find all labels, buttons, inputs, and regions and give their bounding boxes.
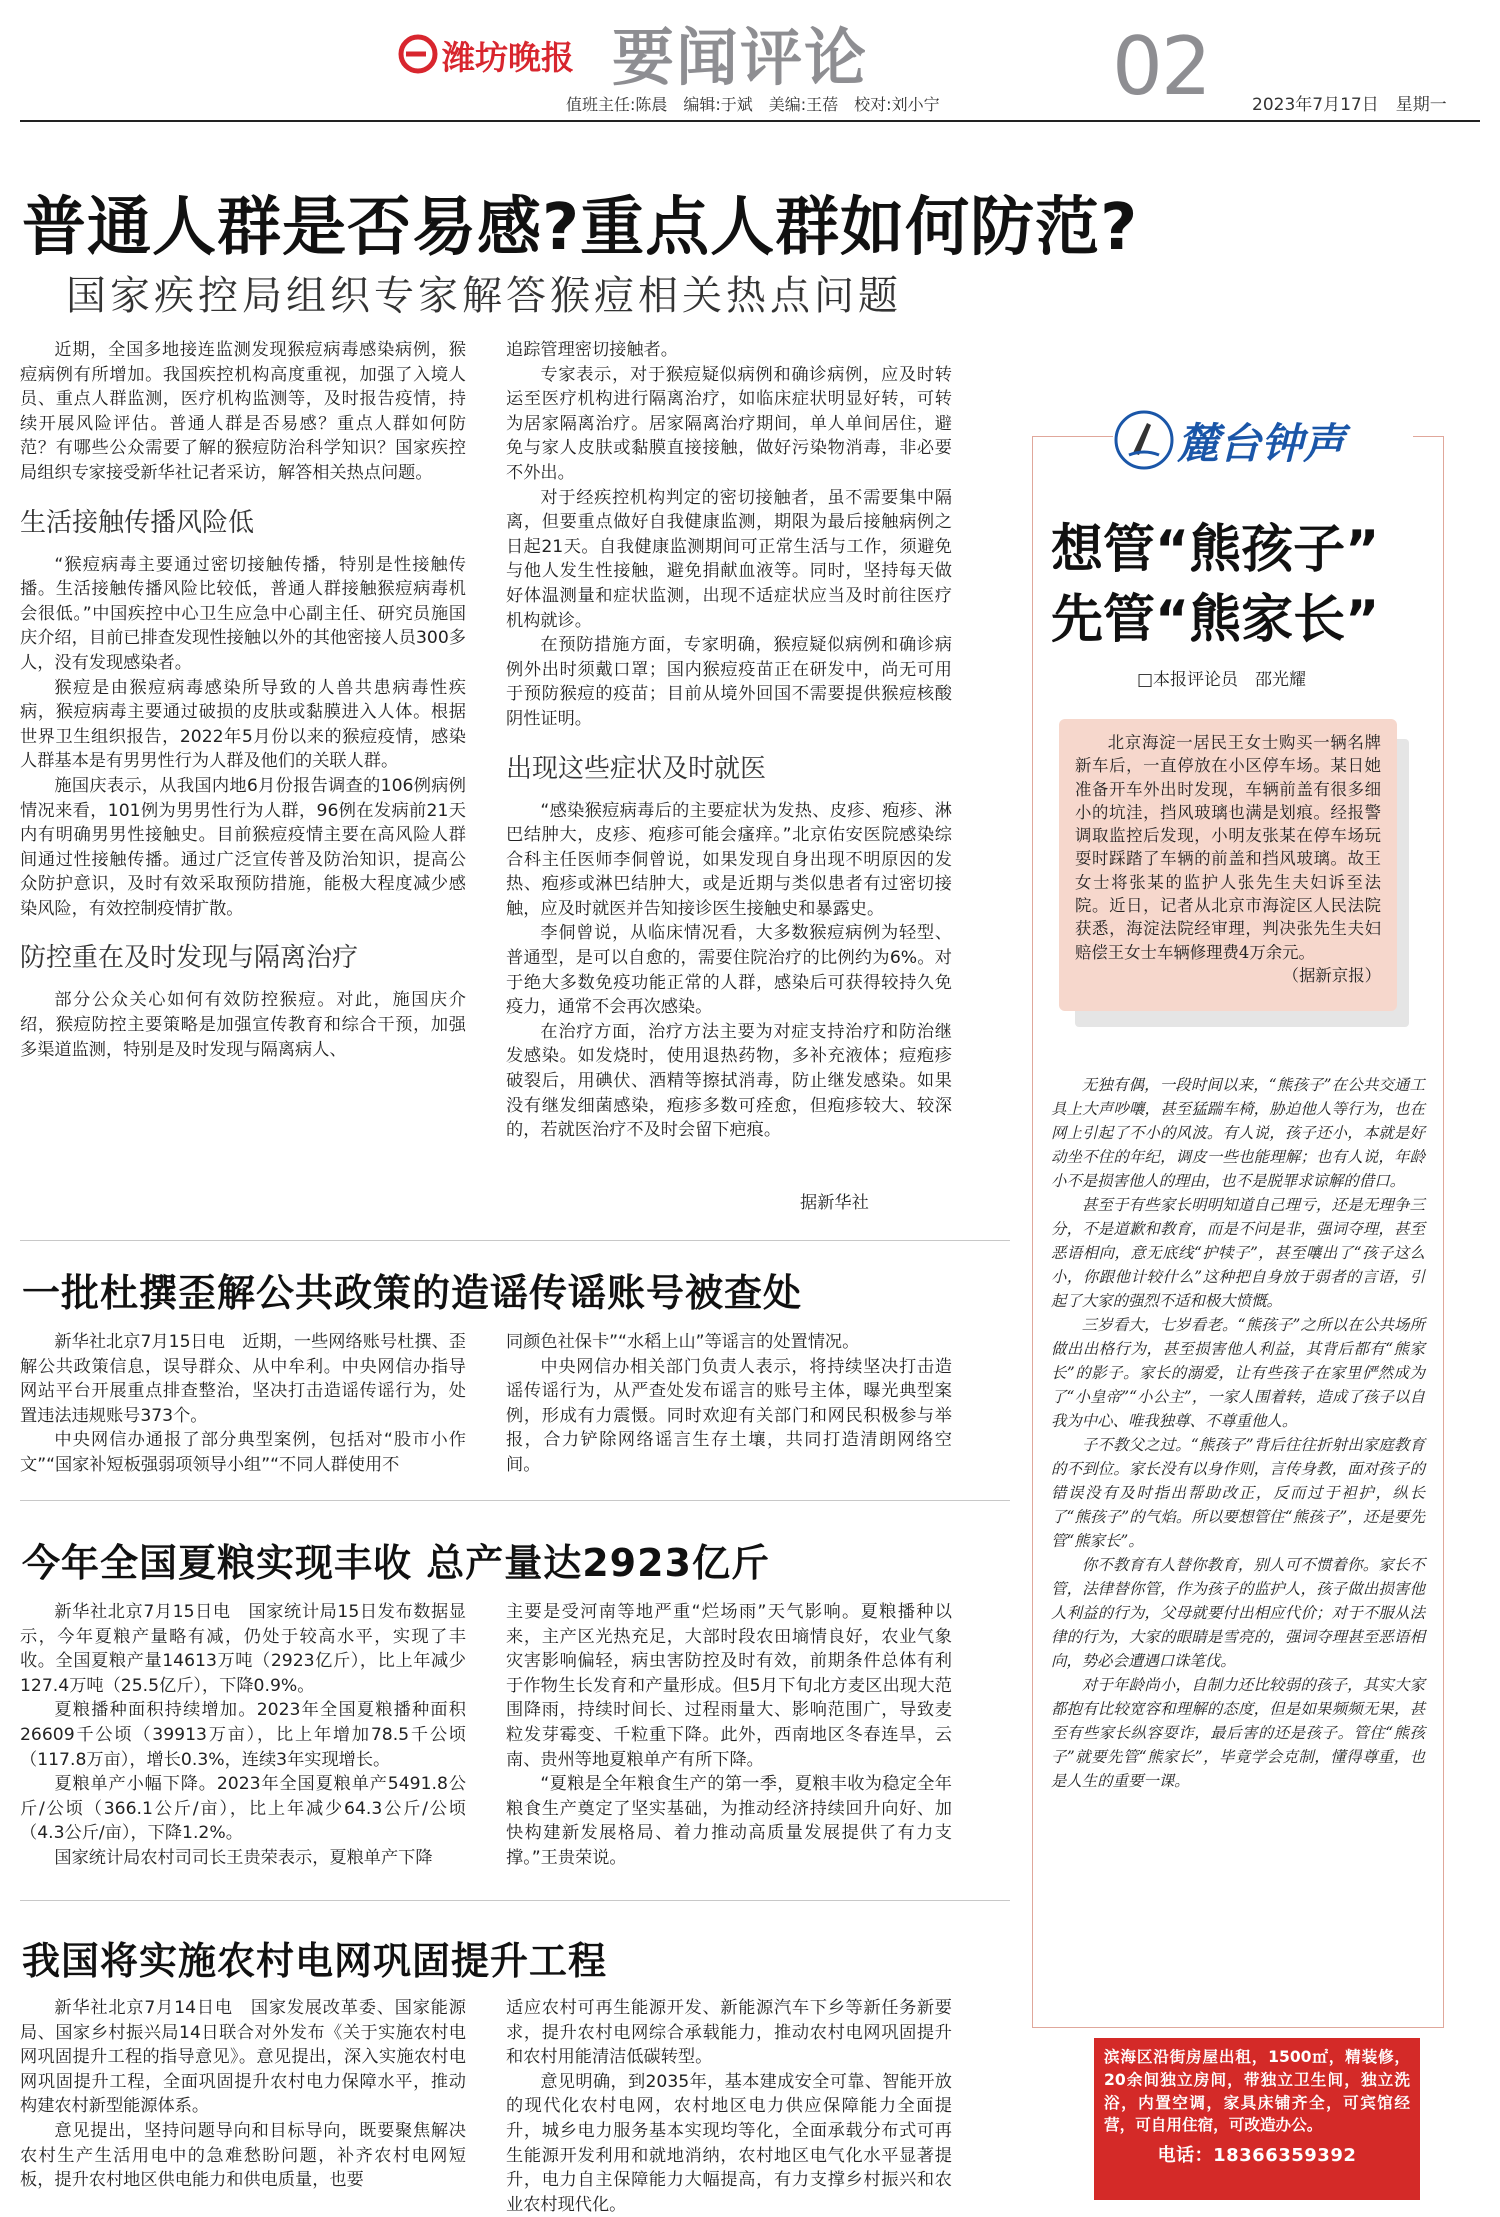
commentary-paragraph: 甚至于有些家长明明知道自己理亏，还是无理争三分，不是道歉和教育，而是不问是非，强词夺理，甚至恶语相向，意无底线“护犊子”，甚至嚷出了“孩子这么小，你跟他计较什么”这种把自身放于弱者的言语，引起了大家的强烈不适和极大愤慨。 (1051, 1196, 1425, 1310)
commentary-paragraph: 对于年龄尚小，自制力还比较弱的孩子，其实大家都抱有比较宽容和理解的态度，但是如果频频无果，甚至有些家长纵容耍诈，最后害的还是孩子。管住“熊孩子”就要先管“熊家长”，毕竟学会克制，懂得尊重，也是人生的重要一课。 (1051, 1676, 1425, 1790)
paragraph: 猴痘是由猴痘病毒感染所导致的人兽共患病毒性疾病，猴痘病毒主要通过破损的皮肤或黏膜进入人体。根据世界卫生组织报告，2022年5月份以来的猴痘疫情，感染人群基本是有男男性行为人群及他们的关联人群。 (20, 677, 466, 772)
paper-logo (398, 30, 608, 76)
paragraph: 同颜色社保卡”“水稻上山”等谣言的处置情况。 (506, 1332, 860, 1352)
paragraph: 夏粮播种面积持续增加。2023年全国夏粮播种面积26609千公顷（39913万亩），比上年增加78.5千公顷（117.8万亩），增长0.3%，连续3年实现增长。 (20, 1700, 466, 1770)
commentary-paragraph: 你不教育有人替你教育，别人可不惯着你。家长不管，法律替你管，作为孩子的监护人，孩子做出损害他人利益的行为，父母就要付出相应代价；对于不服从法律的行为，大家的眼睛是雪亮的，强词夺理甚至恶语相向，势必会遭遇口诛笔伐。 (1051, 1556, 1425, 1670)
boxed-news-source: （据新京报） (1282, 965, 1381, 985)
lead-subheadline: 国家疾控局组织专家解答猴痘相关热点问题 (66, 273, 902, 319)
story4-column-2 (506, 1996, 952, 2217)
paragraph: 追踪管理密切接触者。 (506, 340, 678, 360)
section-name: 要闻评论 (612, 21, 869, 94)
section-heading: 生活接触传播风险低 (20, 507, 255, 538)
paragraph: 李侗曾说，从临床情况看，大多数猴痘病例为轻型、普通型，是可以自愈的，需要住院治疗的比例约为6%。对于绝大多数免疫功能正常的人群，感染后可获得较持久免疫力，通常不会再次感染。 (506, 923, 952, 1018)
page-number: 02 (1112, 20, 1210, 113)
divider (20, 1240, 1010, 1241)
commentary-byline: □本报评论员 邵光耀 (1137, 670, 1307, 690)
lead-column-1 (20, 338, 466, 1062)
paragraph: 施国庆表示，从我国内地6月份报告调查的106例病例情况来看，101例为男男性行为人群，96例在发病前21天内有明确男男性接触史。目前猴痘疫情主要在高风险人群间通过性接触传播。通过广泛宣传普及防治知识，提高公众防护意识，及时有效采取预防措施，能极大程度减少感染风险，有效控制疫情扩散。 (20, 775, 466, 919)
paragraph: 新华社北京7月15日电 国家统计局15日发布数据显示，今年夏粮产量略有减，仍处于较高水平，实现了丰收。全国夏粮产量14613万吨（2923亿斤），比上年减少127.4万吨（25.5亿斤），下降0.9%。 (20, 1602, 466, 1696)
commentary-headline-2: 先管“熊家长” (1051, 590, 1380, 650)
commentary-paragraph: 无独有偶，一段时间以来，“熊孩子”在公共交通工具上大声吵嚷，甚至猛踹车椅，胁迫他人等行为，也在网上引起了不小的风波。有人说，孩子还小，本就是好动坐不住的年纪，调皮一些也能理解；也有人说，年龄小不是损害他人的理由，也不是脱罪求谅解的借口。 (1051, 1076, 1425, 1190)
paper-name: 潍坊晚报 (442, 38, 574, 77)
commentary-paragraph: 子不教父之过。“熊孩子”背后往往折射出家庭教育的不到位。家长没有以身作则，言传身教，面对孩子的错误没有及时指出帮助改正，反而过于袒护，纵长了“熊孩子”的气焰。所以要想管住“熊孩子”，还是要先管“熊家长”。 (1051, 1436, 1425, 1550)
paragraph: 在治疗方面，治疗方法主要为对症支持治疗和防治继发感染。如发烧时，使用退热药物，多补充液体；痘疱疹破裂后，用碘伏、酒精等擦拭消毒，防止继发感染。如果没有继发细菌感染，疱疹多数可痊愈，但疱疹较大、较深的，若就医治疗不及时会留下疤痕。 (506, 1021, 952, 1141)
lead-column-2 (506, 338, 952, 1143)
masthead (0, 0, 1500, 130)
column-name: 麓台钟声 (1177, 419, 1346, 468)
paragraph: 意见明确，到2035年，基本建成安全可靠、智能开放的现代化农村电网，农村地区电力供应保障能力全面提升，城乡电力服务基本实现均等化，全面承载分布式可再生能源开发利用和就地消纳，农村地区电气化水平显著提升，电力自主保障能力大幅提高，有力支撑乡村振兴和农业农村现代化。 (506, 2071, 952, 2215)
issue-date (1252, 90, 1447, 115)
weekday: 星期一 (1395, 95, 1447, 115)
paragraph: “猴痘病毒主要通过密切接触传播，特别是性接触传播。生活接触传播风险比较低，普通人群接触猴痘病毒机会很低。”中国疾控中心卫生应急中心副主任、研究员施国庆介绍，目前已排查发现性接触以外的其他密接人员300多人，没有发现感染者。 (20, 554, 466, 673)
commentary-panel (1032, 419, 1444, 2028)
story2-column-1 (20, 1330, 466, 1478)
lead-source: 据新华社 (800, 1193, 869, 1213)
date: 2023年7月17日 (1252, 95, 1379, 115)
classified-ad (1094, 2038, 1420, 2200)
ad-phone: 电话：18366359392 (1157, 2145, 1357, 2167)
story4-column-1 (20, 1996, 466, 2193)
ad-text: 滨海区沿街房屋出租，1500㎡，精装修，20余间独立房间，带独立卫生间，独立洗浴，内置空调，家具床铺齐全，可宾馆经营，可自用住宿，可改造办公。 (1104, 2048, 1410, 2135)
paragraph: “夏粮是全年粮食生产的第一季，夏粮丰收为稳定全年粮食生产奠定了坚实基础，为推动经济持续回升向好、加快构建新发展格局、着力推动高质量发展提供了有力支撑。”王贵荣说。 (506, 1774, 952, 1868)
paper-logo-icon (398, 34, 438, 74)
paragraph: 部分公众关心如何有效防控猴痘。对此，施国庆介绍，猴痘防控主要策略是加强宣传教育和综合干预，加强多渠道监测，特别是及时发现与隔离病人、 (20, 990, 466, 1060)
story2-column-2 (506, 1330, 952, 1478)
column-logo (1113, 403, 1413, 483)
paragraph: 对于经疾控机构判定的密切接触者，虽不需要集中隔离，但要重点做好自我健康监测，期限为最后接触病例之日起21天。自我健康监测期间可正常生活与工作，须避免与他人发生性接触，避免捐献血液等。同时，坚持每天做好体温测量和症状监测，出现不适症状应当及时前往医疗机构就诊。 (506, 487, 952, 631)
story4-headline: 我国将实施农村电网巩固提升工程 (22, 1939, 608, 1983)
commentary-paragraph: 三岁看大，七岁看老。“熊孩子”之所以在公共场所做出出格行为，甚至损害他人利益，其背后都有“熊家长”的影子。家长的溺爱，让有些孩子在家里俨然成为了“小皇帝”“小公主”，一家人围着转，造成了孩子以自我为中心、唯我独尊、不尊重他人。 (1051, 1316, 1425, 1430)
paragraph: 专家表示，对于猴痘疑似病例和确诊病例，应及时转运至医疗机构进行隔离治疗，如临床症状明显好转，可转为居家隔离治疗。居家隔离治疗期间，单人单间居住，避免与家人皮肤或黏膜直接接触，做好污染物消毒，非必要不外出。 (506, 364, 952, 483)
paragraph: 中央网信办相关部门负责人表示，将持续坚决打击造谣传谣行为，从严查处发布谣言的账号主体，曝光典型案例，形成有力震慑。同时欢迎有关部门和网民积极参与举报，合力铲除网络谣言生存土壤，共同打造清朗网络空间。 (506, 1356, 952, 1475)
divider (20, 1900, 1010, 1901)
paragraph: 国家统计局农村司司长王贵荣表示，夏粮单产下降 (54, 1847, 433, 1868)
section-heading: 出现这些症状及时就医 (506, 753, 767, 784)
commentary-headline-1: 想管“熊孩子” (1051, 520, 1380, 580)
boxed-news-text: 北京海淀一居民王女士购买一辆名牌新车后，一直停放在小区停车场。某日她准备开车外出时发现，车辆前盖有很多细小的坑洼，挡风玻璃也满是划痕。经报警调取监控后发现，小明友张某在停车场玩耍时踩踏了车辆的前盖和挡风玻璃。故王女士将张某的监护人张先生夫妇诉至法院。近日，记者从北京市海淀区人民法院获悉，海淀法院经审理，判决张先生夫妇赔偿王女士车辆修理费4万余元。 (1075, 733, 1381, 962)
paragraph: 近期，全国多地接连监测发现猴痘病毒感染病例，猴痘病例有所增加。我国疾控机构高度重视，加强了入境人员、重点人群监测，医疗机构监测等，及时报告疫情，持续开展风险评估。普通人群是否易感？重点人群如何防范？有哪些公众需要了解的猴痘防治科学知识？国家疾控局组织专家接受新华社记者采访，解答相关热点问题。 (20, 340, 466, 483)
paragraph: 意见提出，坚持问题导向和目标导向，既要聚焦解决农村生产生活用电中的急难愁盼问题，补齐农村电网短板，提升农村地区供电能力和供电质量，也要 (20, 2120, 466, 2191)
paragraph: 新华社北京7月14日电 国家发展改革委、国家能源局、国家乡村振兴局14日联合对外发布《关于实施农村电网巩固提升工程的指导意见》。意见提出，深入实施农村电网巩固提升工程，全面巩固提升农村电力保障水平，推动构建农村新型能源体系。 (20, 1998, 466, 2117)
staff-line: 值班主任:陈晨 编辑:于斌 美编:王蓓 校对:刘小宁 (566, 95, 940, 114)
bell-icon (1113, 409, 1175, 471)
paragraph: 夏粮单产小幅下降。2023年全国夏粮单产5491.8公斤/公顷（366.1公斤/亩），比上年减少64.3公斤/公顷（4.3公斤/亩），下降1.2%。 (20, 1774, 466, 1844)
lead-headline: 普通人群是否易感?重点人群如何防范? (22, 191, 1139, 265)
section-heading: 防控重在及时发现与隔离治疗 (20, 943, 359, 974)
story3-headline: 今年全国夏粮实现丰收 总产量达2923亿斤 (22, 1541, 770, 1585)
paragraph: “感染猴痘病毒后的主要症状为发热、皮疹、疱疹、淋巴结肿大，皮疹、疱疹可能会瘙痒。”北京佑安医院感染综合科主任医师李侗曾说，如果发现自身出现不明原因的发热、疱疹或淋巴结肿大，或是近期与类似患者有过密切接触，应及时就医并告知接诊医生接触史和暴露史。 (506, 800, 952, 919)
masthead-rule (20, 120, 1480, 122)
commentary-body (1051, 1073, 1425, 1793)
paragraph: 适应农村可再生能源开发、新能源汽车下乡等新任务新要求，提升农村电网综合承载能力，推动农村电网巩固提升和农村用能清洁低碳转型。 (506, 1998, 952, 2068)
paragraph: 中央网信办通报了部分典型案例，包括对“股市小作文”“国家补短板强弱项领导小组”“不同人群使用不 (20, 1430, 466, 1475)
divider (20, 1500, 1010, 1501)
story3-column-2 (506, 1600, 952, 1871)
story2-headline: 一批杜撰歪解公共政策的造谣传谣账号被查处 (22, 1271, 803, 1315)
paragraph: 在预防措施方面，专家明确，猴痘疑似病例和确诊病例外出时须戴口罩；国内猴痘疫苗正在研发中，尚无可用于预防猴痘的疫苗；目前从境外回国不需要提供猴痘核酸阴性证明。 (506, 635, 952, 729)
story3-column-1 (20, 1600, 466, 1871)
boxed-news (1059, 719, 1397, 1011)
paragraph: 新华社北京7月15日电 近期，一些网络账号杜撰、歪解公共政策信息，误导群众、从中牟利。中央网信办指导网站平台开展重点排查整治，坚决打击造谣传谣行为，处置违法违规账号373个。 (20, 1332, 466, 1426)
paragraph: 主要是受河南等地严重“烂场雨”天气影响。夏粮播种以来，主产区光热充足，大部时段农田墒情良好，农业气象灾害影响偏轻，病虫害防控及时有效，前期条件总体有利于作物生长发育和产量形成。但5月下旬北方麦区出现大范围降雨，持续时间长、过程雨量大、影响范围广，导致麦粒发芽霉变、千粒重下降。此外，西南地区冬春连旱，云南、贵州等地夏粮单产有所下降。 (506, 1602, 952, 1770)
